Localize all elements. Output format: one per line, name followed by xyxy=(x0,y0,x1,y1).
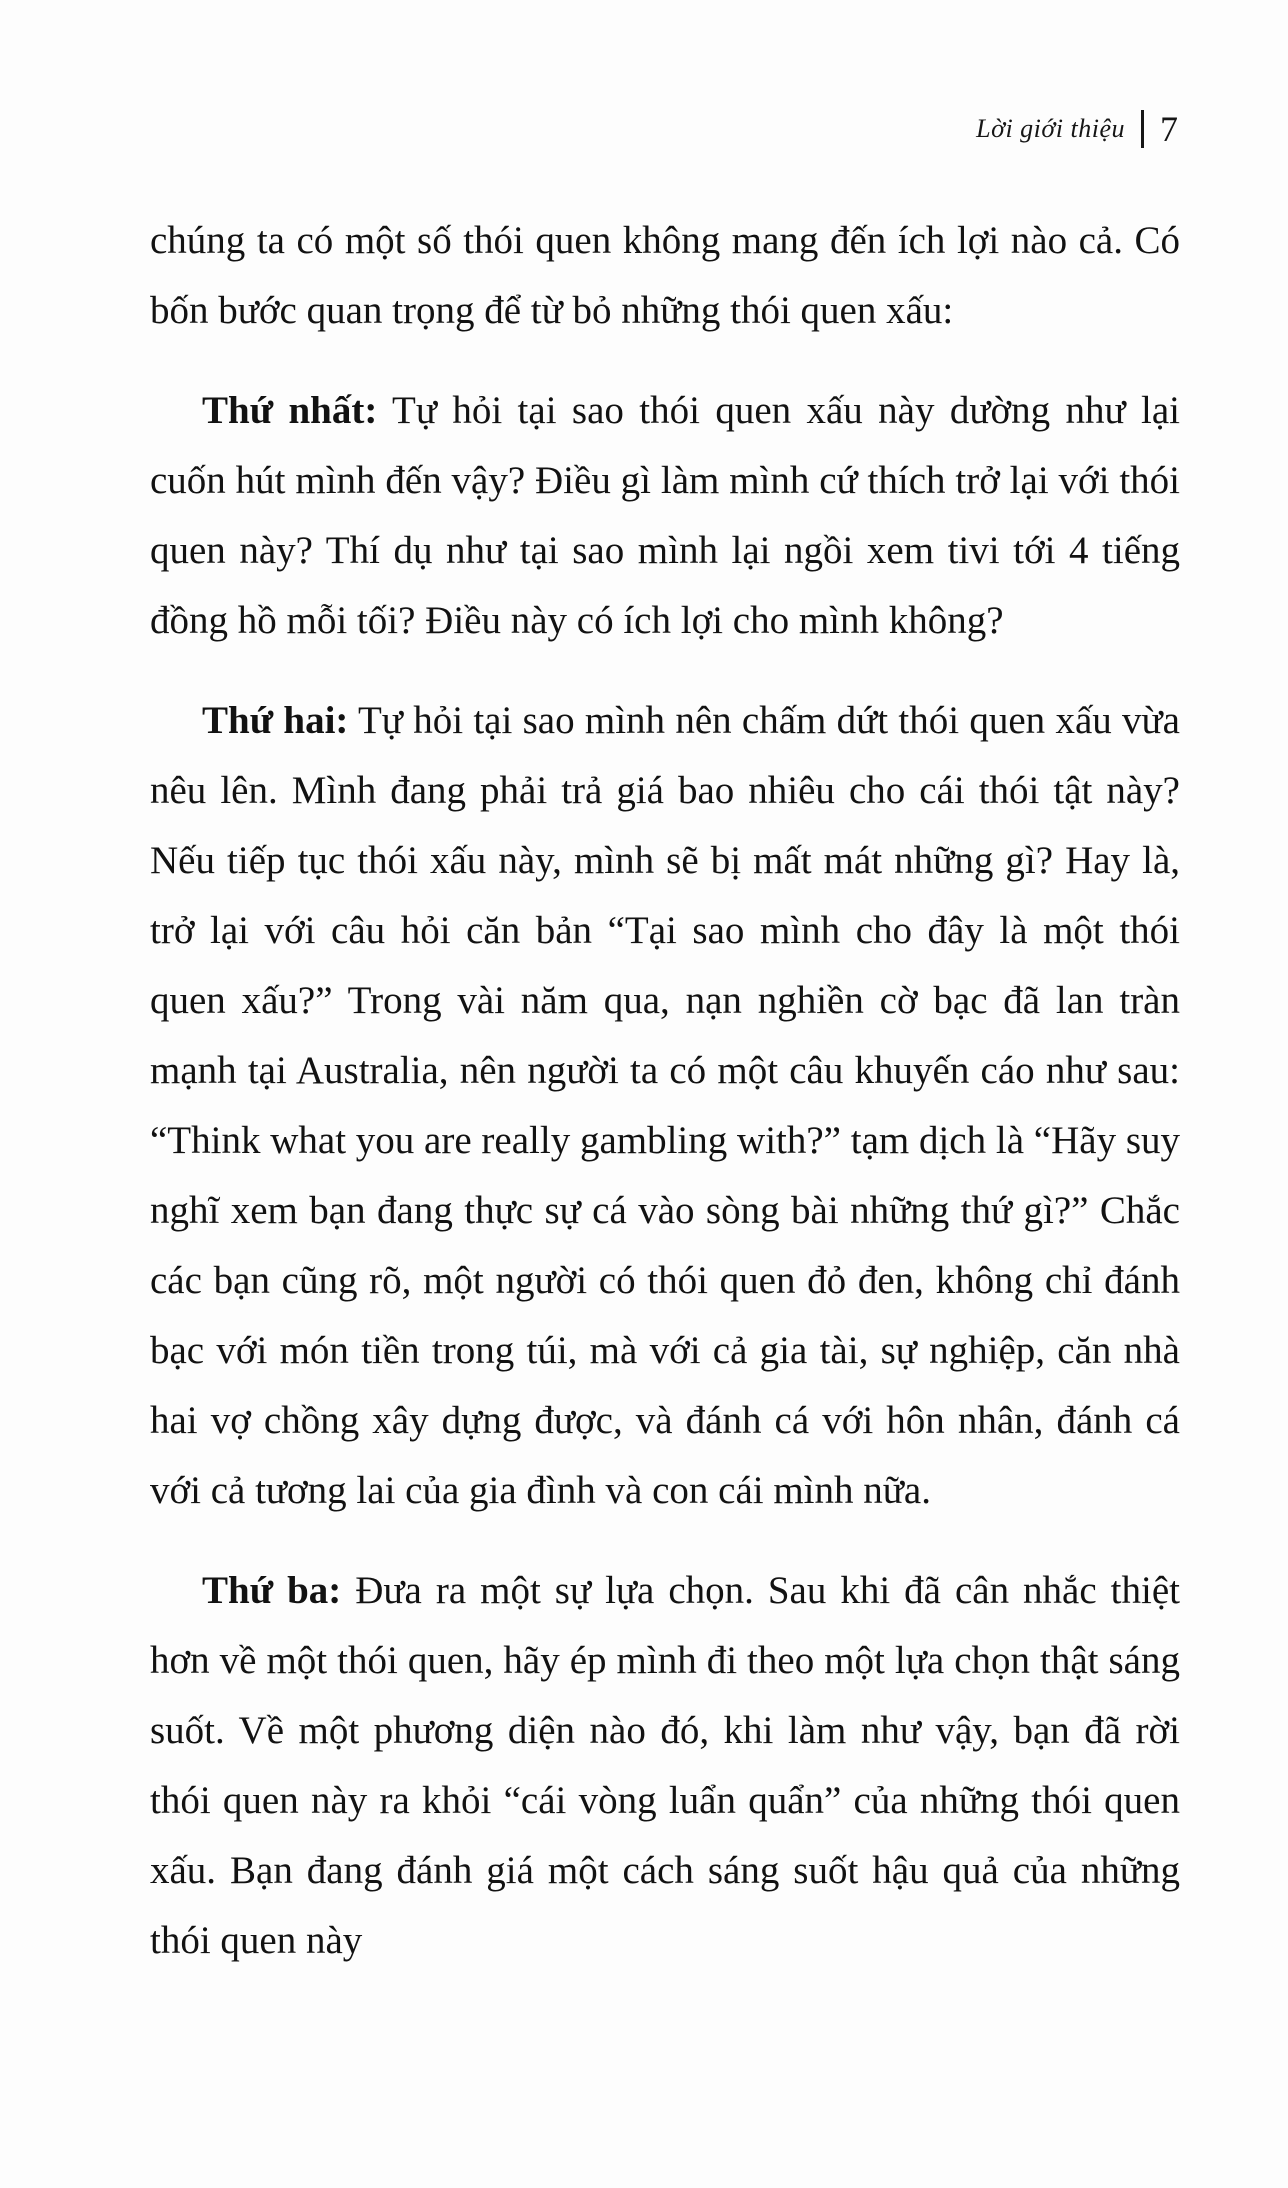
paragraph-step-three xyxy=(150,1556,1180,1976)
paragraph-label: Thứ ba: xyxy=(202,1569,342,1612)
header-divider xyxy=(1141,110,1144,148)
paragraph-continuation xyxy=(150,206,1180,346)
paragraph-text: Tự hỏi tại sao mình nên chấm dứt thói quen xấu vừa nêu lên. Mình đang phải trả giá bao nhiêu cho cái thói tật này? Nếu tiếp tục thói xấu này, mình sẽ bị mất mát những gì? Hay là, trở lại với câu hỏi căn bản “Tại sao mình cho đây là một thói quen xấu?” Trong vài năm qua, nạn nghiền cờ bạc đã lan tràn mạnh tại Australia, nên người ta có một câu khuyến cáo như sau: “Think what you are really gambling with?” tạm dịch là “Hãy suy nghĩ xem bạn đang thực sự cá vào sòng bài những thứ gì?” Chắc các bạn cũng rõ, một người có thói quen đỏ đen, không chỉ đánh bạc với món tiền trong túi, mà với cả gia tài, sự nghiệp, căn nhà hai vợ chồng xây dựng được, và đánh cá với hôn nhân, đánh cá với cả tương lai của gia đình và con cái mình nữa. xyxy=(150,699,1180,1512)
paragraph-step-one xyxy=(150,376,1180,656)
paragraph-label: Thứ nhất: xyxy=(202,389,378,432)
paragraph-label: Thứ hai: xyxy=(202,699,349,742)
running-header xyxy=(976,108,1178,150)
paragraph-text: Tự hỏi tại sao thói quen xấu này dường như lại cuốn hút mình đến vậy? Điều gì làm mình cứ thích trở lại với thói quen này? Thí dụ như tại sao mình lại ngồi xem tivi tới 4 tiếng đồng hồ mỗi tối? Điều này có ích lợi cho mình không? xyxy=(150,389,1180,642)
page-number: 7 xyxy=(1160,109,1178,149)
paragraph-text: chúng ta có một số thói quen không mang đến ích lợi nào cả. Có bốn bước quan trọng để từ bỏ những thói quen xấu: xyxy=(150,219,1180,332)
paragraph-step-two xyxy=(150,686,1180,1526)
paragraph-text: Đưa ra một sự lựa chọn. Sau khi đã cân nhắc thiệt hơn về một thói quen, hãy ép mình đi theo một lựa chọn thật sáng suốt. Về một phương diện nào đó, khi làm như vậy, bạn đã rời thói quen này ra khỏi “cái vòng luẩn quẩn” của những thói quen xấu. Bạn đang đánh giá một cách sáng suốt hậu quả của những thói quen này xyxy=(150,1569,1180,1962)
body-text xyxy=(150,206,1180,1976)
running-title: Lời giới thiệu xyxy=(976,114,1125,143)
